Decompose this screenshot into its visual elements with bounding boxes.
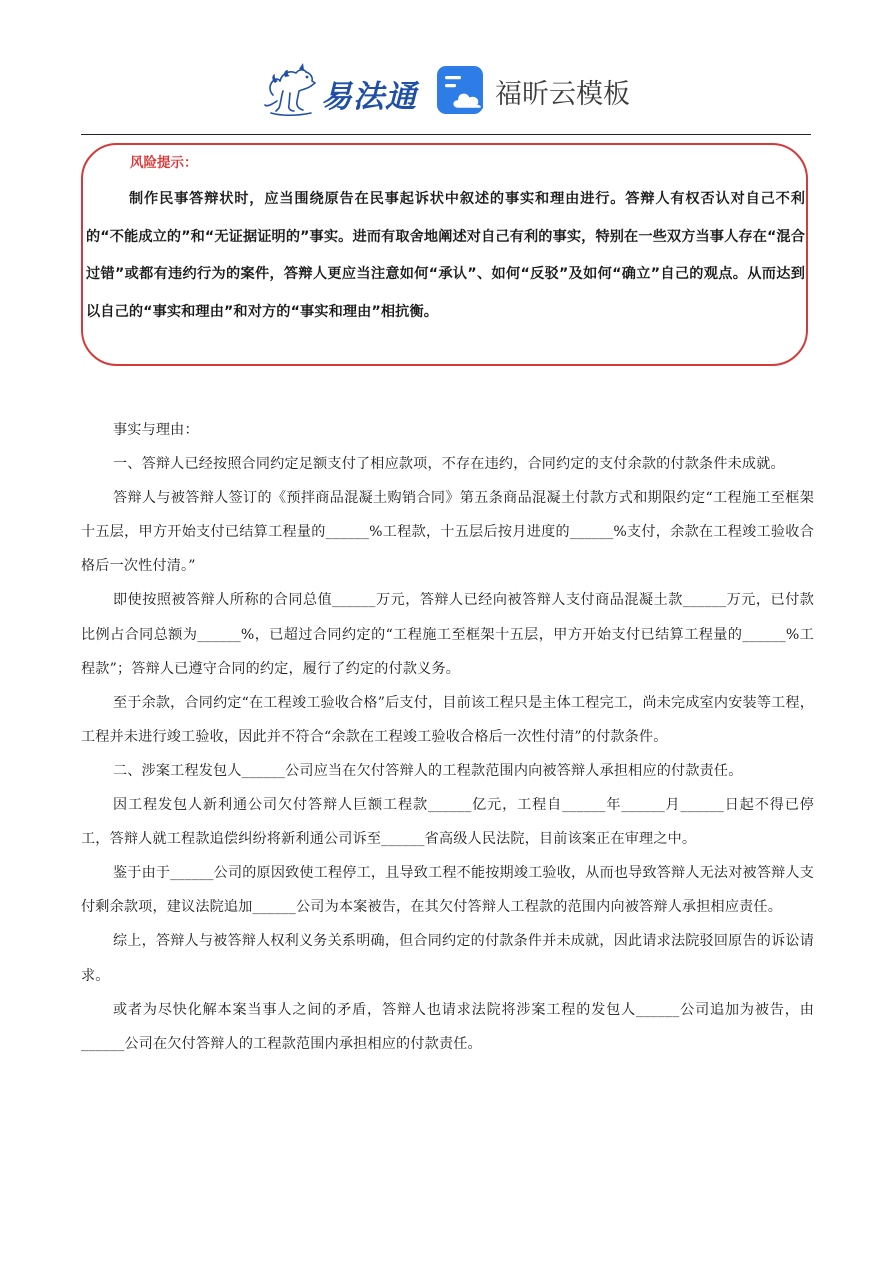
qilin-mascot-icon [263,61,325,119]
header-divider [81,134,811,135]
body-paragraph: 二、涉案工程发包人______公司应当在欠付答辩人的工程款范围内向被答辩人承担相应的付款责任。 [113,762,743,779]
risk-notice-body: 制作民事答辩状时，应当围绕原告在民事起诉状中叙述的事实和理由进行。答辩人有权否认对自己不利的“不能成立的”和“无证据证明的”事实。进而有取舍地阐述对自己有利的事实，特别在一些双方当事人存在“混合过错”或都有违约行为的案件，答辩人更应当注意如何“承认”、如何“反驳”及如何“确立”自己的观点。从而达到以自己的“事实和理由”和对方的“事实和理由”相抗衡。 [86,191,805,320]
fuxin-logo [436,65,636,119]
fuxin-wordmark: 福昕云模板 [495,79,630,110]
document-body [81,413,814,1061]
body-paragraph: 鉴于由于______公司的原因致使工程停工，且导致工程不能按期竣工验收，从而也导致答辩人无法对被答辩人支付剩余款项，建议法院追加______公司为本案被告，在其欠付答辩人工程款的范围内向被答辩人承担相应责任。 [81,865,814,916]
body-paragraph: 至于余款，合同约定“在工程竣工验收合格”后支付，目前该工程只是主体工程完工，尚未完成室内安装等工程，工程并未进行竣工验收，因此并不符合“余款在工程竣工验收合格后一次性付清”的付款条件。 [81,694,814,745]
body-paragraph: 一、答辩人已经按照合同约定足额支付了相应款项，不存在违约，合同约定的支付余款的付款条件未成就。 [113,456,785,473]
body-paragraph: 或者为尽快化解本案当事人之间的矛盾，答辩人也请求法院将涉案工程的发包人______公司追加为被告，由______公司在欠付答辩人的工程款范围内承担相应的付款责任。 [81,1001,814,1052]
section-heading: 事实与理由： [113,422,199,438]
risk-notice-box [81,143,808,366]
page-header [0,55,893,127]
document-cloud-icon [436,65,488,117]
body-paragraph: 因工程发包人新利通公司欠付答辩人巨额工程款______亿元，工程自______年______月______日起不得已停工，答辩人就工程款追偿纠纷将新利通公司诉至______省高级人民法院，目前该案正在审理之中。 [81,797,814,848]
yifatong-logo [263,61,423,119]
body-paragraph: 综上，答辩人与被答辩人权利义务关系明确，但合同约定的付款条件并未成就，因此请求法院驳回原告的诉讼请求。 [81,933,814,984]
body-paragraph: 即使按照被答辩人所称的合同总值______万元，答辩人已经向被答辩人支付商品混凝土款______万元，已付款比例占合同总额为______%，已超过合同约定的“工程施工至框架十五层，甲方开始支付已结算工程量的______%工程款”；答辩人已遵守合同的约定，履行了约定的付款义务。 [81,592,814,677]
risk-notice-title: 风险提示： [130,155,198,171]
yifatong-wordmark: 易法通 [321,79,417,115]
body-paragraph: 答辩人与被答辩人签订的《预拌商品混凝土购销合同》第五条商品混凝土付款方式和期限约定“工程施工至框架十五层，甲方开始支付已结算工程量的______%工程款，十五层后按月进度的______%支付，余款在工程竣工验收合格后一次性付清。” [81,490,814,575]
